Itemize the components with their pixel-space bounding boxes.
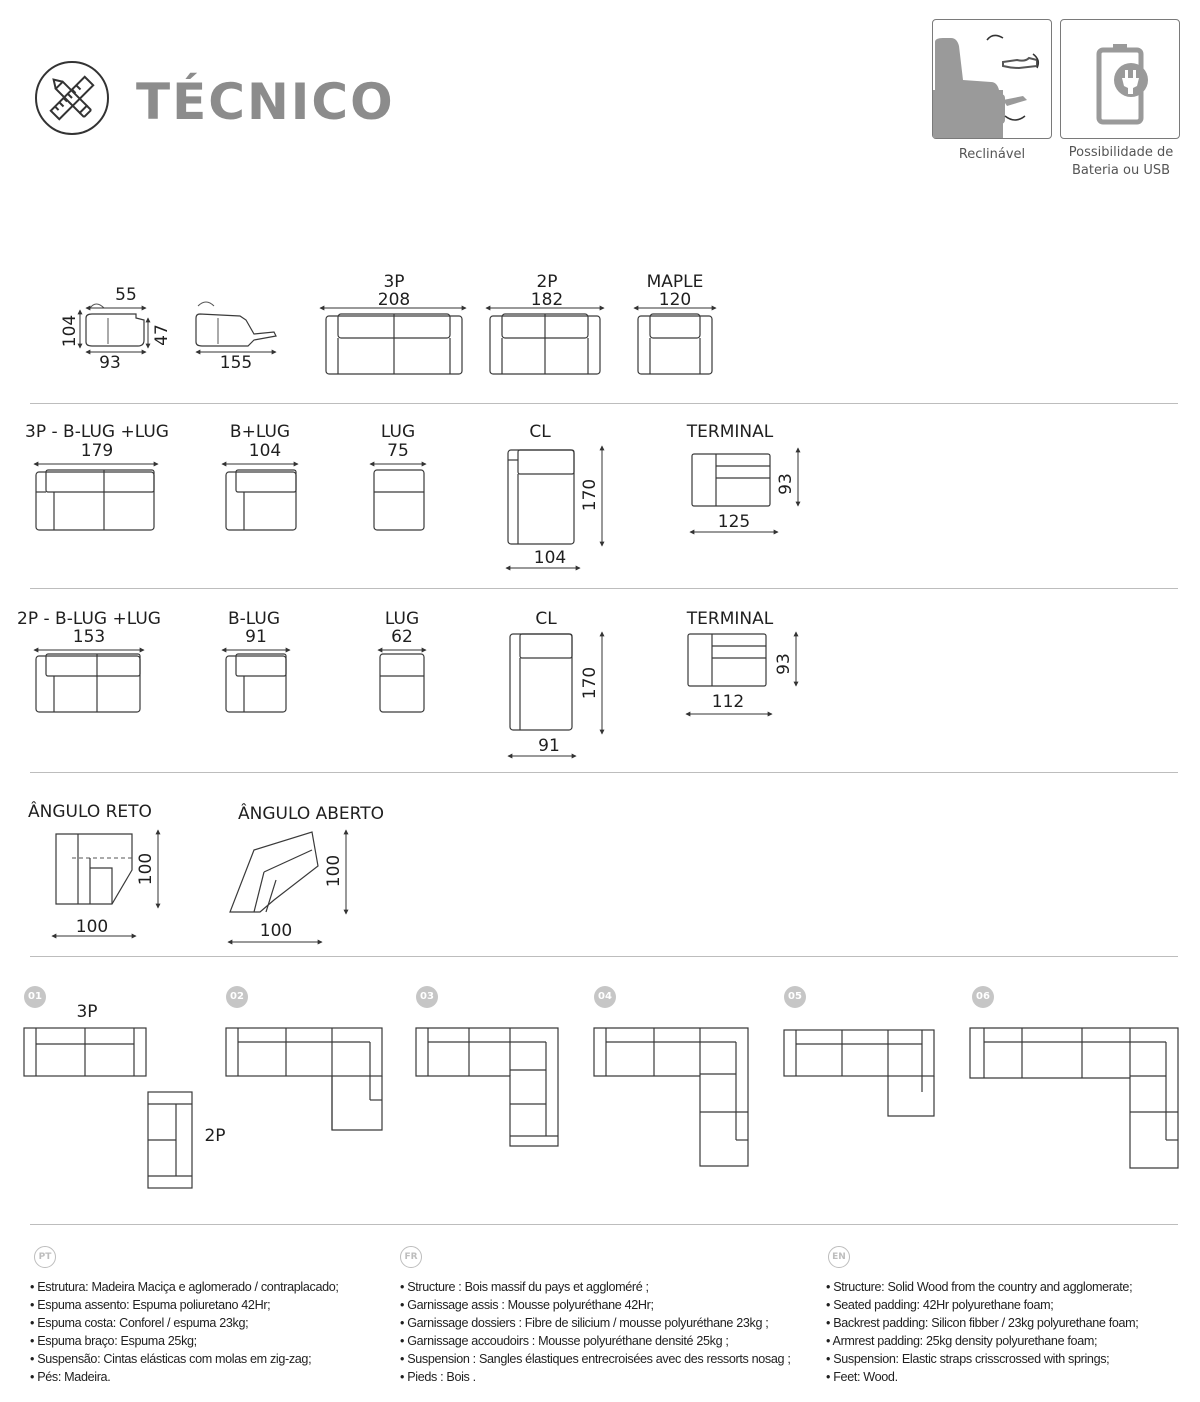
spec-line: • Espuma braço: Espuma 25kg; <box>30 1334 197 1348</box>
sofa-3p-label: 3P <box>383 272 405 292</box>
maple-width: 120 <box>658 290 692 310</box>
spec-line: • Pieds : Bois . <box>400 1370 476 1384</box>
spec-line: • Suspension: Elastic straps crisscrossed with springs; <box>826 1352 1110 1366</box>
logo-icon <box>34 60 110 136</box>
profile-depth: 55 <box>115 285 137 305</box>
profile-reclined-width: 155 <box>219 353 253 373</box>
row2-m1-drawing <box>34 464 158 530</box>
row3-m4-width: 91 <box>538 736 560 756</box>
profile-reclined-drawing <box>196 302 276 352</box>
spec-line: • Garnissage dossiers : Fibre de silicium / mousse polyuréthane 23kg ; <box>400 1316 769 1330</box>
recliner-feature-box <box>932 19 1052 139</box>
sofa-3p-width: 208 <box>377 290 411 310</box>
row2-m4-width: 104 <box>533 548 567 568</box>
row3-m3-label: LUG <box>384 609 420 629</box>
spec-line: • Pés: Madeira. <box>30 1370 111 1384</box>
spec-line: • Estrutura: Madeira Maciça e aglomerado / contraplacado; <box>30 1280 339 1294</box>
specs-pt <box>30 1278 339 1386</box>
recliner-label: Reclinável <box>958 147 1026 162</box>
pencil-ruler-icon <box>34 60 110 136</box>
row3-m2-width: 91 <box>245 627 267 647</box>
maple-label: MAPLE <box>646 272 704 292</box>
row2-m2-drawing <box>222 464 298 530</box>
config-badge-02: 02 <box>226 986 248 1008</box>
row3-m1-label: 2P - B-LUG +LUG <box>17 609 161 629</box>
spec-line: • Garnissage accoudoirs : Mousse polyuréthane densité 25kg ; <box>400 1334 729 1348</box>
specs-fr <box>400 1278 791 1386</box>
row2-m2-label: B+LUG <box>229 422 291 442</box>
divider-5 <box>30 1224 1178 1225</box>
config-badge-01: 01 <box>24 986 46 1008</box>
angulo-reto-width: 100 <box>75 917 109 937</box>
profile-width: 93 <box>99 353 121 373</box>
lang-badge-fr: FR <box>400 1246 422 1268</box>
row2-m5-width: 125 <box>717 512 751 532</box>
row2-m1-width: 179 <box>80 441 114 461</box>
battery-usb-icon <box>1061 20 1179 138</box>
config-badge-06: 06 <box>972 986 994 1008</box>
specs-en <box>826 1278 1138 1386</box>
battery-usb-label <box>1052 144 1190 180</box>
row2-m3-drawing <box>370 464 426 530</box>
angulo-aberto-label: ÂNGULO ABERTO <box>238 804 384 824</box>
spec-line: • Espuma assento: Espuma poliuretano 42Hr; <box>30 1298 271 1312</box>
row2-m4-depth: 170 <box>580 478 600 512</box>
row2-m4-label: CL <box>529 422 551 442</box>
row2-m3-label: LUG <box>380 422 416 442</box>
spec-line: • Suspension : Sangles élastiques entrecroisées avec des ressorts nosag ; <box>400 1352 791 1366</box>
config-02-drawing <box>226 1028 382 1130</box>
config-06-drawing <box>970 1028 1178 1168</box>
angulo-aberto-depth: 100 <box>324 854 344 888</box>
battery-usb-feature-box <box>1060 19 1180 139</box>
spec-line: • Espuma costa: Conforel / espuma 23kg; <box>30 1316 249 1330</box>
profile-fixed-drawing <box>80 304 148 352</box>
spec-line: • Structure: Solid Wood from the country and agglomerate; <box>826 1280 1133 1294</box>
spec-line: • Garnissage assis : Mousse polyuréthane 42Hr; <box>400 1298 654 1312</box>
row3-m5-width: 112 <box>711 692 745 712</box>
row3-m5-label: TERMINAL <box>686 609 774 629</box>
divider-4 <box>30 956 1178 957</box>
config-01-drawing <box>24 1028 192 1188</box>
lang-badge-pt: PT <box>34 1246 56 1268</box>
row3-m4-depth: 170 <box>580 666 600 700</box>
config-badge-04: 04 <box>594 986 616 1008</box>
recliner-icon <box>933 20 1051 138</box>
battery-usb-label-line1: Possibilidade de <box>1068 145 1174 160</box>
config-01-label-2p: 2P <box>204 1126 226 1146</box>
row3-m4-label: CL <box>535 609 557 629</box>
row3-m2-label: B-LUG <box>227 609 281 629</box>
config-05-drawing <box>784 1030 934 1116</box>
config-01-label-3p: 3P <box>76 1002 98 1022</box>
row3-m5-depth: 93 <box>774 653 794 675</box>
battery-usb-label-line2: Bateria ou USB <box>1071 163 1171 178</box>
page-title: TÉCNICO <box>136 73 395 131</box>
row2-m5-label: TERMINAL <box>686 422 774 442</box>
config-04-drawing <box>594 1028 748 1166</box>
row3-m2-drawing <box>222 650 290 712</box>
row3-m1-width: 153 <box>72 627 106 647</box>
angulo-aberto-width: 100 <box>259 921 293 941</box>
row2-m2-width: 104 <box>248 441 282 461</box>
row3-m3-drawing <box>378 650 426 712</box>
sofa-2p-drawing <box>486 308 604 374</box>
divider-1 <box>30 403 1178 404</box>
spec-line: • Backrest padding: Silicon fibber / 23kg polyurethane foam; <box>826 1316 1139 1330</box>
spec-line: • Suspensão: Cintas elásticas com molas em zig-zag; <box>30 1352 312 1366</box>
config-badge-05: 05 <box>784 986 806 1008</box>
divider-2 <box>30 588 1178 589</box>
spec-line: • Seated padding: 42Hr polyurethane foam; <box>826 1298 1054 1312</box>
config-badge-03: 03 <box>416 986 438 1008</box>
config-03-drawing <box>416 1028 558 1146</box>
profile-seat-height: 47 <box>152 324 172 346</box>
spec-line: • Armrest padding: 25kg density polyurethane foam; <box>826 1334 1098 1348</box>
profile-height: 104 <box>60 314 80 348</box>
angulo-reto-depth: 100 <box>136 852 156 886</box>
spec-line: • Structure : Bois massif du pays et aggloméré ; <box>400 1280 649 1294</box>
row2-m5-depth: 93 <box>776 473 796 495</box>
row2-m1-label: 3P - B-LUG +LUG <box>25 422 169 442</box>
sofa-2p-width: 182 <box>530 290 564 310</box>
maple-drawing <box>634 308 716 374</box>
row2-m3-width: 75 <box>387 441 409 461</box>
row3-m3-width: 62 <box>391 627 413 647</box>
spec-line: • Feet: Wood. <box>826 1370 898 1384</box>
angulo-reto-label: ÂNGULO RETO <box>28 802 152 822</box>
divider-3 <box>30 772 1178 773</box>
sofa-2p-label: 2P <box>536 272 558 292</box>
sofa-3p-drawing <box>320 308 466 374</box>
row3-m1-drawing <box>34 650 144 712</box>
lang-badge-en: EN <box>828 1246 850 1268</box>
